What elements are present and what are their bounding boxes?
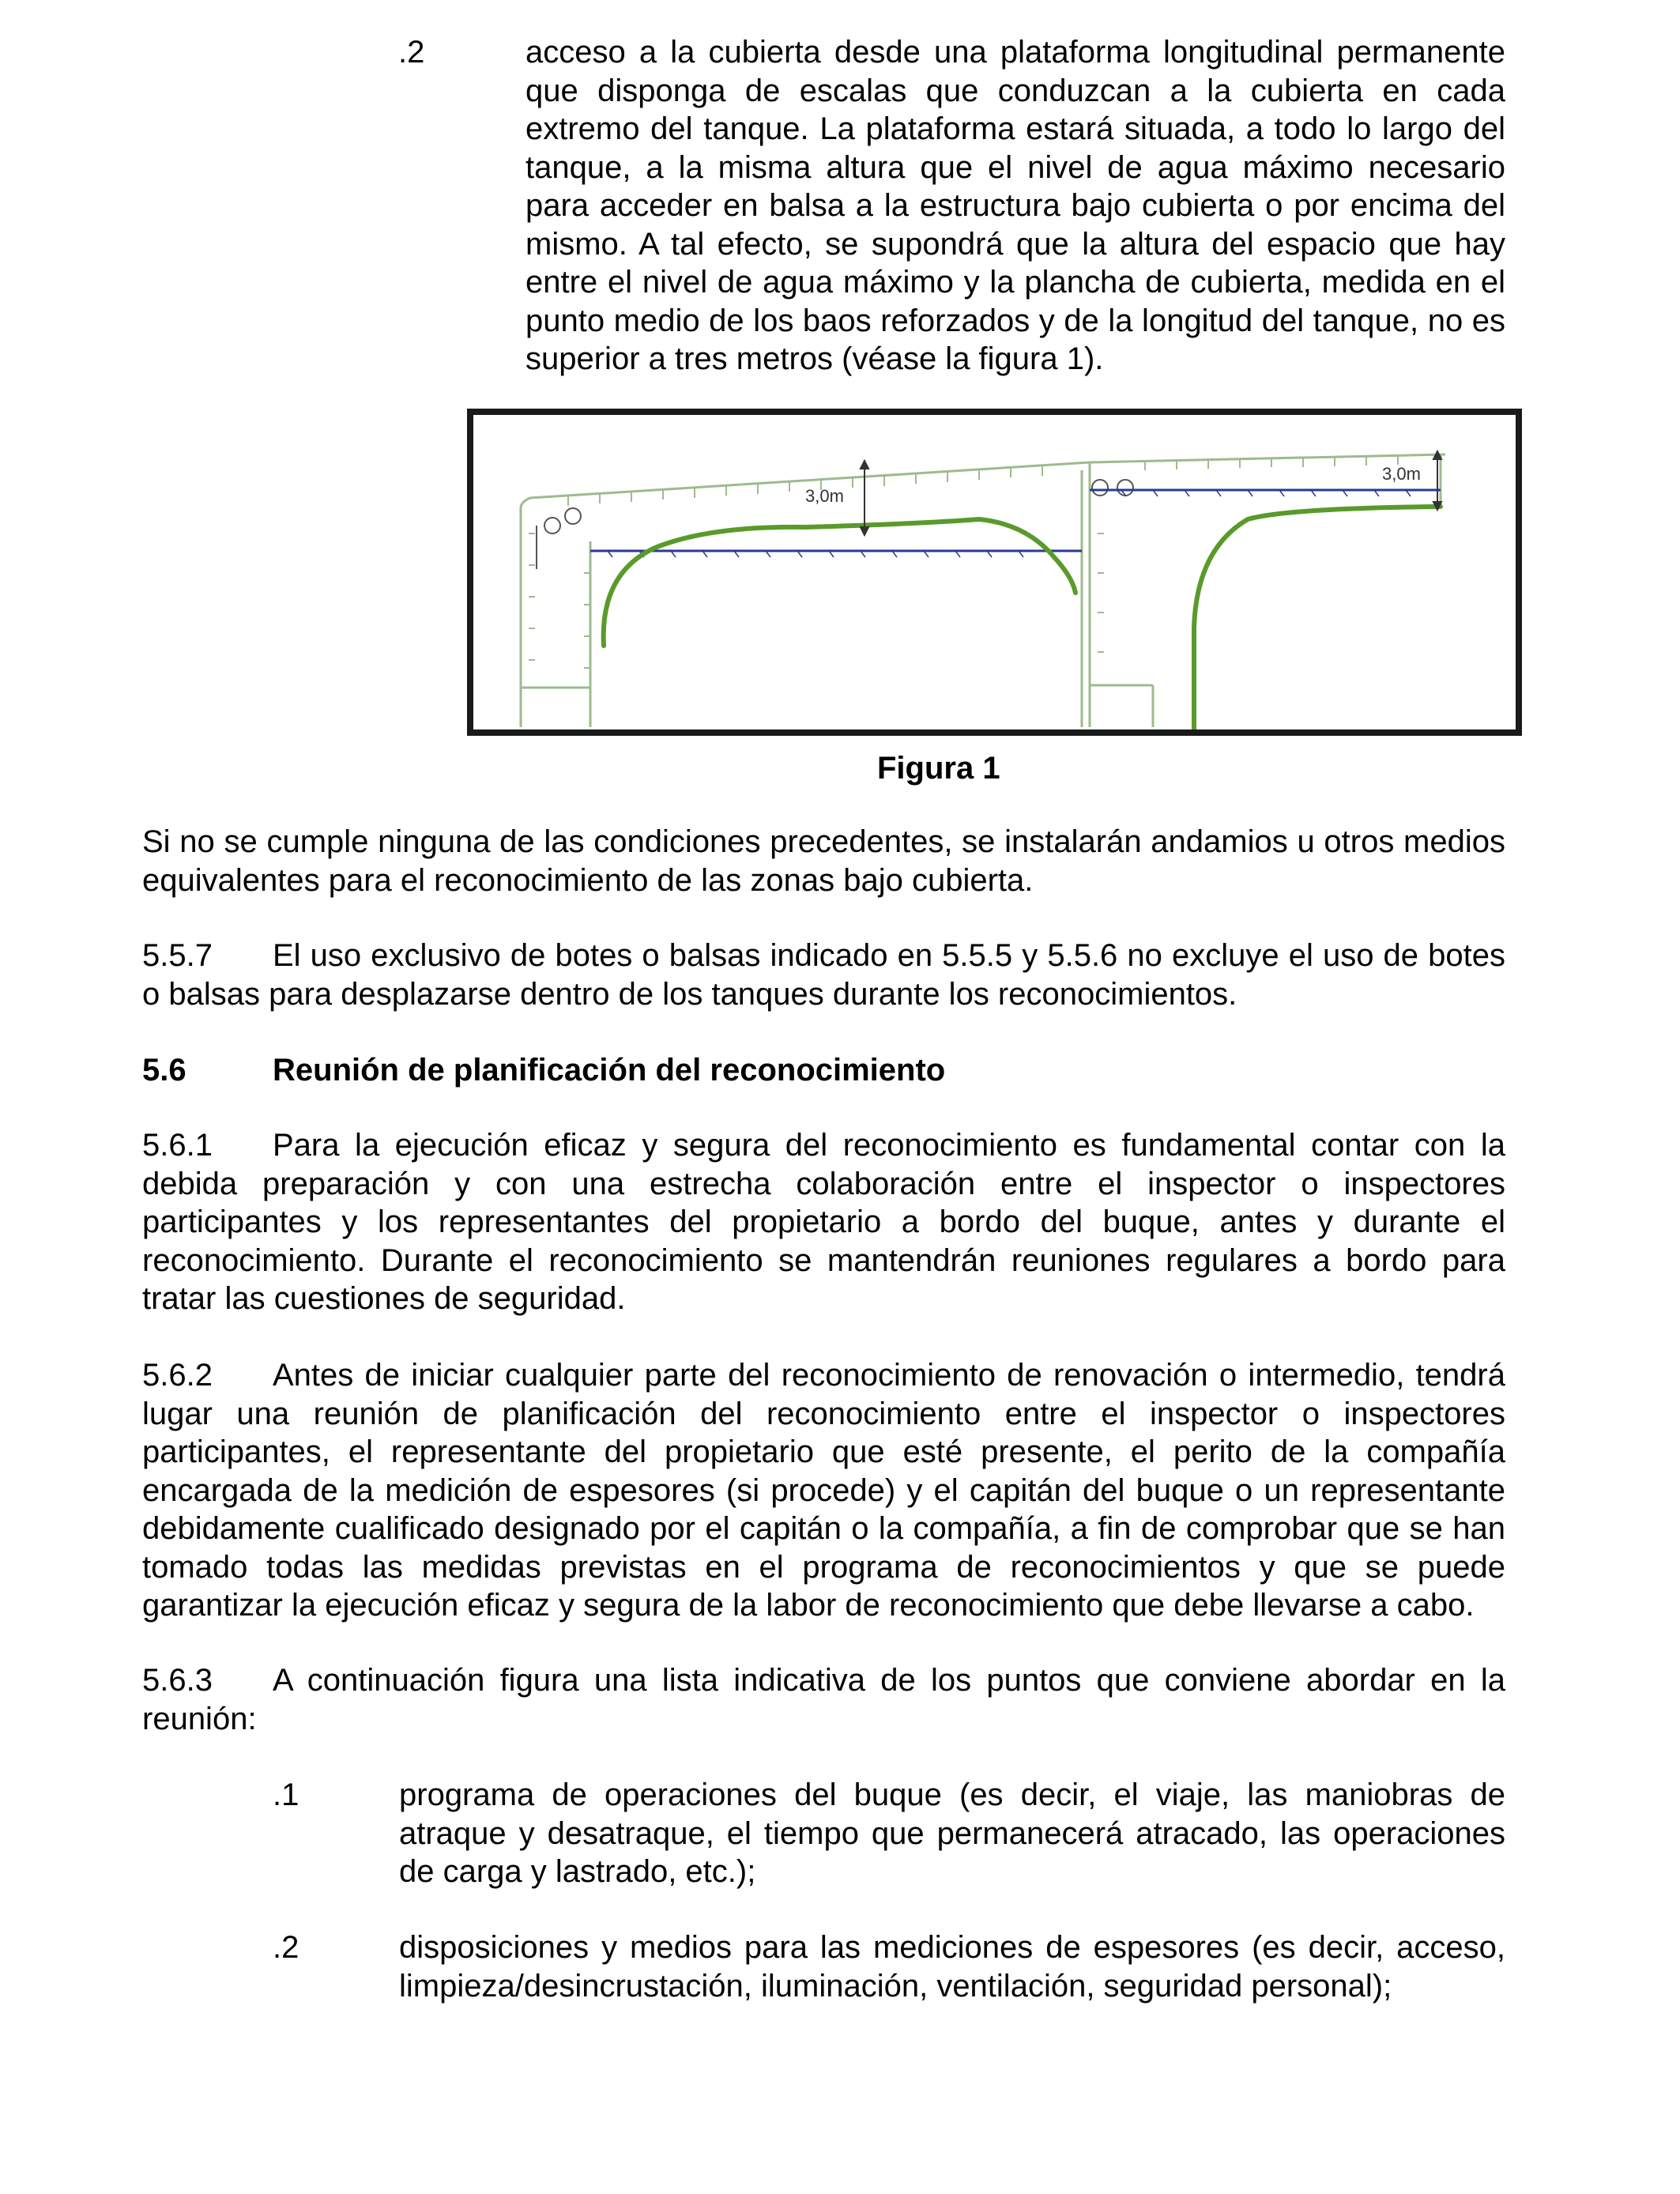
section-number: 5.5.7 bbox=[142, 938, 213, 973]
deck-ticks bbox=[529, 455, 1398, 668]
list-item-text: programa de operaciones del buque (es decir, el viaje, las maniobras de atraque y desatraque, el tiempo que permanecerá atracado, las operaciones de carga y lastrado, etc.); bbox=[399, 1777, 1505, 1889]
section-text: El uso exclusivo de botes o balsas indicado en 5.5.5 y 5.5.6 no excluye el uso de botes o balsas para desplazarse dentro de los tanques durante los reconocimientos. bbox=[142, 938, 1505, 1012]
paragraph-conditions: Si no se cumple ninguna de las condiciones precedentes, se instalarán andamios u otros medios equivalentes para el reconocimiento de las zonas bajo cubierta. bbox=[142, 824, 1505, 898]
section-heading-number: 5.6 bbox=[142, 1053, 186, 1088]
dimension-label-left: 3,0m bbox=[805, 486, 844, 506]
section-number: 5.6.1 bbox=[142, 1128, 213, 1163]
section-text: A continuación figura una lista indicativa de los puntos que conviene abordar en la reunión: bbox=[142, 1663, 1505, 1736]
section-text: Antes de iniciar cualquier parte del reconocimiento de renovación o intermedio, tendrá lugar una reunión de planificación del reconocimiento entre el inspector o inspectores participantes, el representante del propietario que esté presente, el perito de la compañía encargada de la medición de espesores (si procede) y el capitán del buque o un representante debidamente cualificado designado por el capitán o la compañía, a fin de comprobar que se han tomado todas las medidas previstas en el programa de reconocimientos y que se puede garantizar la ejecución eficaz y segura de la labor de reconocimiento que debe llevarse a cabo. bbox=[142, 1358, 1505, 1623]
paragraph-5-5-7 bbox=[142, 937, 1505, 1013]
section-number: 5.6.3 bbox=[142, 1663, 213, 1698]
figure-1-diagram bbox=[467, 409, 1522, 736]
water-level-lines bbox=[590, 490, 1441, 551]
dimension-label-right: 3,0m bbox=[1382, 464, 1421, 484]
section-heading-title: Reunión de planificación del reconocimiento bbox=[273, 1053, 946, 1088]
item-marker: .2 bbox=[398, 35, 425, 70]
list-item-text: disposiciones y medios para las mediciones de espesores (es decir, acceso, limpieza/desincrustación, iluminación, ventilación, seguridad personal); bbox=[399, 1930, 1505, 2004]
section-text: Para la ejecución eficaz y segura del reconocimiento es fundamental contar con la debida preparación y con una estrecha colaboración entre el inspector o inspectores participantes y los representantes del propietario a bordo del buque, antes y durante el reconocimiento. Durante el reconocimiento se mantendrán reuniones regulares a bordo para tratar las cuestiones de seguridad. bbox=[142, 1128, 1505, 1316]
deck-structure bbox=[521, 454, 1445, 727]
paragraph-5-6-3 bbox=[142, 1661, 1505, 1738]
paragraph-5-6-2 bbox=[142, 1356, 1505, 1625]
paragraph-5-6-1 bbox=[142, 1126, 1505, 1318]
figure-caption: Figura 1 bbox=[877, 751, 1000, 786]
item-text: acceso a la cubierta desde una plataforma longitudinal permanente que disponga de escalas que conduzcan a la cubierta en cada extremo del tanque. La plataforma estará situada, a todo lo largo del tanque, a la misma altura que el nivel de agua máximo necesario para acceder en balsa a la estructura bajo cubierta o por encima del mismo. A tal efecto, se supondrá que la altura del espacio que hay entre el nivel de agua máximo y la plancha de cubierta, medida en el punto medio de los baos reforzados y de la longitud del tanque, no es superior a tres metros (véase la figura 1). bbox=[525, 35, 1505, 376]
section-number: 5.6.2 bbox=[142, 1358, 213, 1393]
list-item-marker: .2 bbox=[273, 1930, 299, 1965]
raft-path-curves bbox=[604, 507, 1441, 729]
list-item-marker: .1 bbox=[273, 1777, 299, 1812]
